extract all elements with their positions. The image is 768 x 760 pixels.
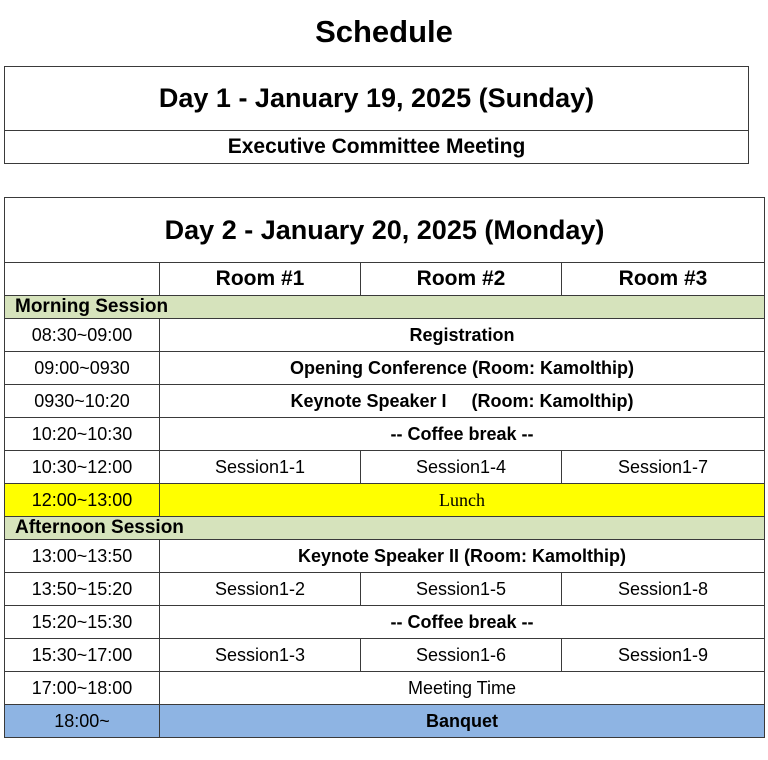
time-cell: 15:30~17:00: [5, 639, 160, 672]
table-row: [5, 672, 765, 705]
session-cell: Session1-2: [160, 573, 361, 606]
time-cell: 18:00~: [5, 705, 160, 738]
event-cell: Opening Conference (Room: Kamolthip): [160, 352, 765, 385]
time-cell: 12:00~13:00: [5, 484, 160, 517]
table-row: [5, 451, 765, 484]
time-cell: 09:00~0930: [5, 352, 160, 385]
table-row: [5, 352, 765, 385]
event-cell: -- Coffee break --: [160, 606, 765, 639]
table-row: [5, 606, 765, 639]
time-cell: 17:00~18:00: [5, 672, 160, 705]
event-cell: Lunch: [160, 484, 765, 517]
time-cell: 15:20~15:30: [5, 606, 160, 639]
event-cell: Meeting Time: [160, 672, 765, 705]
table-row: [5, 573, 765, 606]
time-cell: 13:50~15:20: [5, 573, 160, 606]
session-cell: Session1-6: [361, 639, 562, 672]
time-cell: 10:30~12:00: [5, 451, 160, 484]
event-cell: -- Coffee break --: [160, 418, 765, 451]
page-title: Schedule: [315, 14, 453, 49]
table-row: [5, 540, 765, 573]
session-cell: Session1-7: [562, 451, 765, 484]
session-cell: Session1-5: [361, 573, 562, 606]
session-header-row: [5, 296, 765, 319]
afternoon-session-label: Afternoon Session: [5, 517, 765, 540]
session-cell: Session1-1: [160, 451, 361, 484]
room-2-header: Room #2: [361, 263, 562, 296]
time-cell: 10:20~10:30: [5, 418, 160, 451]
day1-event: Executive Committee Meeting: [5, 131, 749, 164]
morning-session-label: Morning Session: [5, 296, 765, 319]
day2-heading: Day 2 - January 20, 2025 (Monday): [5, 198, 765, 263]
table-row: [5, 418, 765, 451]
event-cell: Keynote Speaker I (Room: Kamolthip): [160, 385, 765, 418]
room-header-row: [5, 263, 765, 296]
event-cell: Banquet: [160, 705, 765, 738]
session-cell: Session1-3: [160, 639, 361, 672]
table-row: [5, 639, 765, 672]
time-cell: 08:30~09:00: [5, 319, 160, 352]
day2-table: [4, 197, 765, 738]
room-header-blank: [5, 263, 160, 296]
day1-heading: Day 1 - January 19, 2025 (Sunday): [5, 67, 749, 131]
lunch-row: [5, 484, 765, 517]
event-cell: Registration: [160, 319, 765, 352]
banquet-row: [5, 705, 765, 738]
room-1-header: Room #1: [160, 263, 361, 296]
session-cell: Session1-9: [562, 639, 765, 672]
table-row: [5, 319, 765, 352]
event-cell: Keynote Speaker II (Room: Kamolthip): [160, 540, 765, 573]
time-cell: 0930~10:20: [5, 385, 160, 418]
session-header-row: [5, 517, 765, 540]
session-cell: Session1-4: [361, 451, 562, 484]
session-cell: Session1-8: [562, 573, 765, 606]
table-row: [5, 385, 765, 418]
day1-table: [4, 66, 749, 164]
time-cell: 13:00~13:50: [5, 540, 160, 573]
room-3-header: Room #3: [562, 263, 765, 296]
